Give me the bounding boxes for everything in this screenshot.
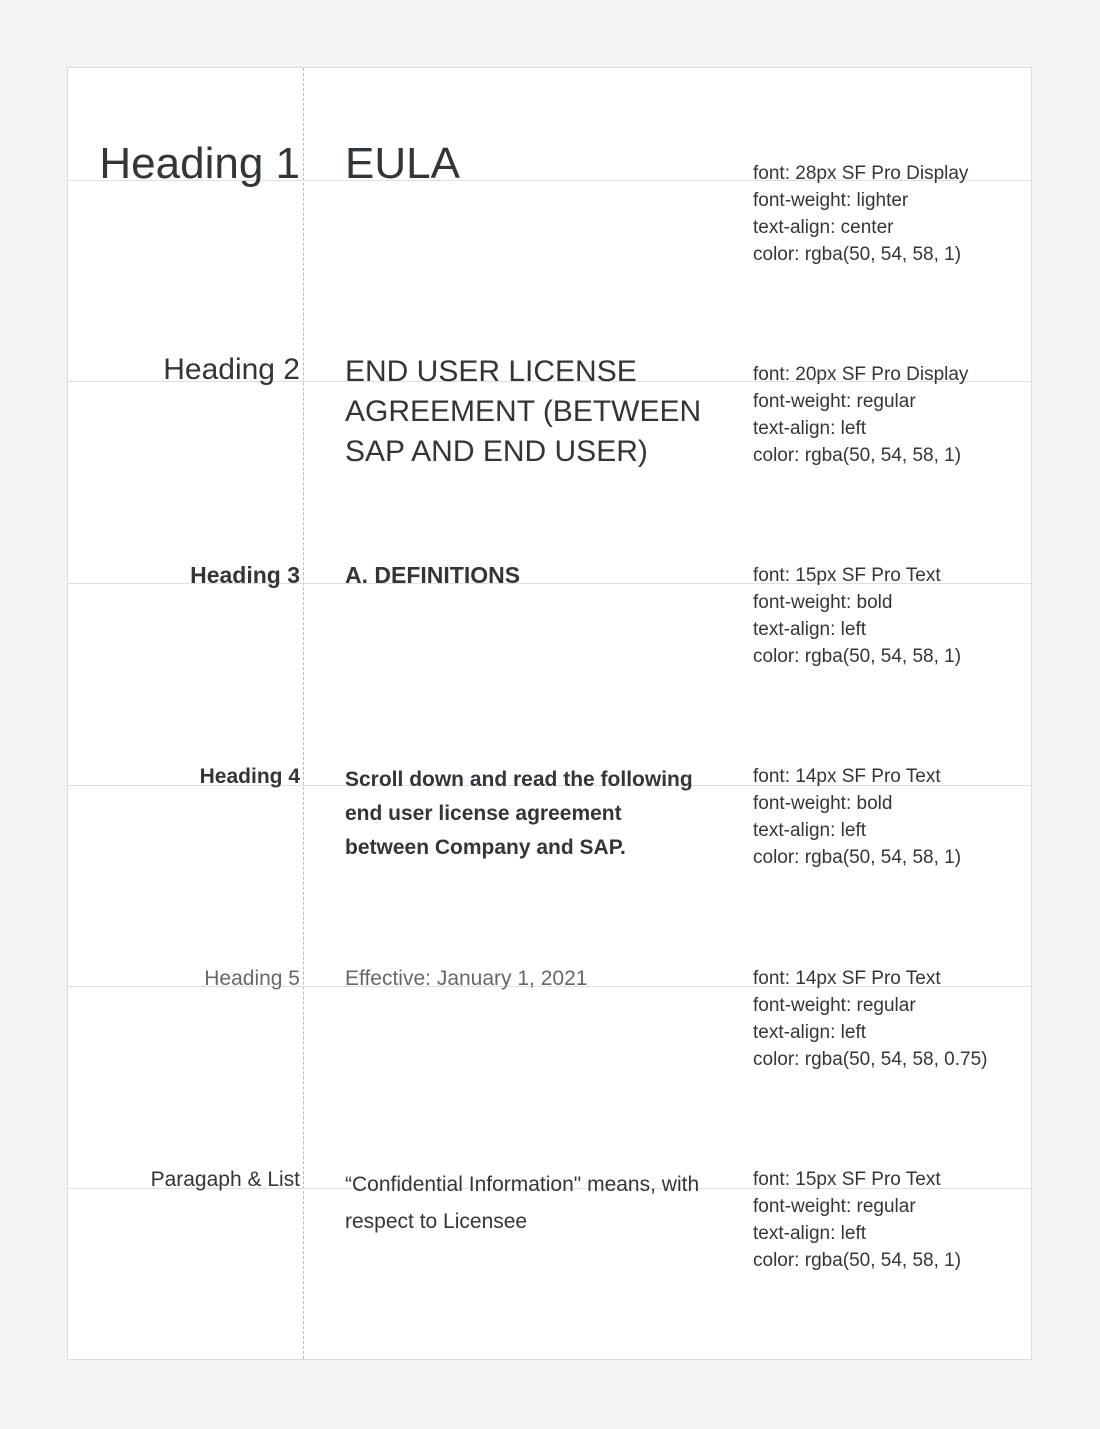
heading-4-sample: Scroll down and read the following end user license agreement between Company and SAP.	[345, 768, 693, 859]
spec-color: color: rgba(50, 54, 58, 1)	[753, 646, 962, 667]
spec-text-align: text-align: left	[753, 1223, 866, 1244]
paragraph-spec	[753, 1166, 1033, 1274]
heading-3-label: Heading 3	[190, 562, 300, 588]
spec-font-weight: font-weight: bold	[753, 592, 893, 613]
vertical-alignment-guide	[303, 68, 304, 1359]
spec-text-align: text-align: center	[753, 217, 894, 238]
heading-1-spec	[753, 160, 1033, 268]
heading-2-label: Heading 2	[163, 353, 300, 386]
spec-text-align: text-align: left	[753, 619, 866, 640]
spec-color: color: rgba(50, 54, 58, 1)	[753, 244, 962, 265]
spec-font-weight: font-weight: regular	[753, 995, 916, 1016]
heading-4-label: Heading 4	[199, 765, 300, 788]
heading-3-sample: A. DEFINITIONS	[345, 562, 521, 588]
spec-color: color: rgba(50, 54, 58, 1)	[753, 1250, 962, 1271]
spec-text-align: text-align: left	[753, 1022, 866, 1043]
spec-color: color: rgba(50, 54, 58, 1)	[753, 445, 962, 466]
spec-font-weight: font-weight: regular	[753, 391, 916, 412]
spec-text-align: text-align: left	[753, 418, 866, 439]
heading-2-spec	[753, 361, 1033, 469]
spec-font-weight: font-weight: regular	[753, 1196, 916, 1217]
spec-font: font: 15px SF Pro Text	[753, 565, 941, 586]
spec-color: color: rgba(50, 54, 58, 1)	[753, 847, 962, 868]
spec-font: font: 14px SF Pro Text	[753, 766, 941, 787]
heading-3-spec	[753, 562, 1033, 670]
heading-2-sample: END USER LICENSE AGREEMENT (BETWEEN SAP AND END USER)	[345, 355, 702, 468]
heading-5-label: Heading 5	[204, 967, 300, 990]
spec-color: color: rgba(50, 54, 58, 0.75)	[753, 1049, 988, 1070]
spec-text-align: text-align: left	[753, 820, 866, 841]
heading-1-sample: EULA	[345, 139, 460, 188]
spec-font: font: 28px SF Pro Display	[753, 163, 969, 184]
heading-1-label: Heading 1	[99, 139, 300, 188]
spec-font: font: 15px SF Pro Text	[753, 1169, 941, 1190]
spec-font-weight: font-weight: lighter	[753, 190, 909, 211]
heading-4-spec	[753, 763, 1033, 871]
heading-5-spec	[753, 965, 1033, 1073]
spec-font: font: 14px SF Pro Text	[753, 968, 941, 989]
heading-5-sample: Effective: January 1, 2021	[345, 967, 588, 990]
spec-font-weight: font-weight: bold	[753, 793, 893, 814]
typography-spec-sheet	[67, 67, 1032, 1360]
spec-font: font: 20px SF Pro Display	[753, 364, 969, 385]
paragraph-label: Paragaph & List	[150, 1168, 300, 1191]
paragraph-sample: “Confidential Information" means, with respect to Licensee	[345, 1173, 700, 1233]
